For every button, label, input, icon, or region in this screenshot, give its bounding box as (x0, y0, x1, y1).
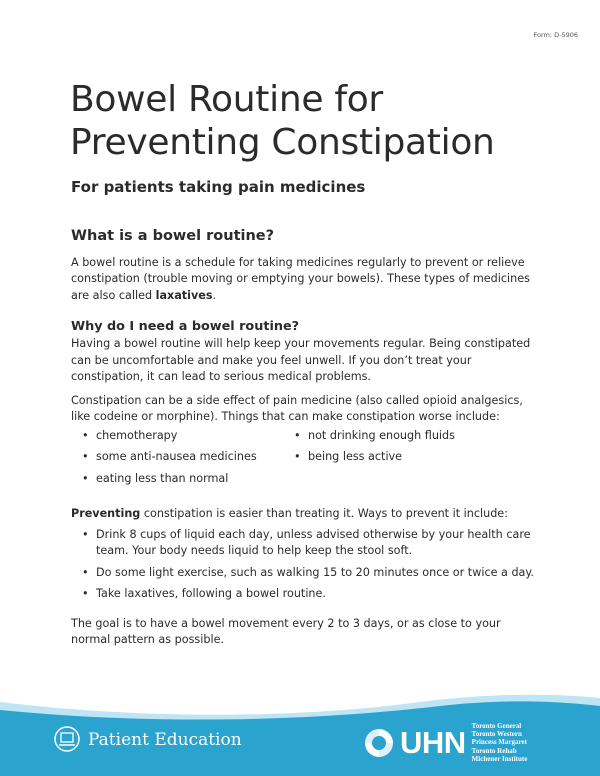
uhn-emblem-icon (362, 726, 396, 760)
section-why-para1: Having a bowel routine will help keep your movements regular. Being constipated can be uncomfortable and make you feel unwell. If you don’t treat your constipation, it can lead to serious medical problems. (71, 337, 531, 383)
uhn-wordmark: UHN (400, 724, 466, 760)
list-item: • eating less than normal (71, 471, 283, 488)
list-item: • Drink 8 cups of liquid each day, unless advised otherwise by your health care team. Your body needs liquid to help keep the stool soft. (71, 527, 541, 560)
section-heading-what: What is a bowel routine? (71, 228, 275, 244)
page-subtitle: For patients taking pain medicines (71, 178, 366, 196)
form-id: Form: D-5906 (533, 31, 578, 39)
patient-education-brand (54, 726, 242, 754)
patient-education-label: Patient Education (88, 730, 242, 750)
list-item: • being less active (283, 449, 455, 466)
section-what-text: A bowel routine is a schedule for taking medicines regularly to prevent or relieve constipation (trouble moving or emptying your bowels). These types of medicines are also called laxatives. (71, 255, 530, 302)
prevention-list (71, 527, 541, 603)
preventing-term: Preventing (71, 507, 141, 520)
page-title (70, 78, 495, 164)
patient-education-icon (54, 726, 80, 754)
title-line-1: Bowel Routine for (70, 79, 383, 120)
goal-text: The goal is to have a bowel movement every 2 to 3 days, or as close to your normal pattern as possible. (71, 616, 501, 646)
worsening-factors-list (71, 428, 541, 493)
list-item: • some anti-nausea medicines (71, 449, 283, 466)
list-item: • chemotherapy (71, 428, 283, 445)
list-item: • not drinking enough fluids (283, 428, 455, 445)
list-item: • Take laxatives, following a bowel routine. (71, 586, 541, 603)
title-line-2: Preventing Constipation (70, 122, 495, 163)
section-why-para2: Constipation can be a side effect of pain medicine (also called opioid analgesics, like codeine or morphine). Things that can make constipation worse include: (71, 393, 523, 423)
section-heading-why: Why do I need a bowel routine? (71, 319, 300, 334)
prevention-intro: Preventing constipation is easier than treating it. Ways to prevent it include: (71, 507, 508, 520)
uhn-logo (362, 722, 527, 763)
document-body (71, 228, 541, 649)
uhn-sites-list: Toronto General Toronto Western Princess Margaret Toronto Rehab Michener Institute (471, 722, 528, 763)
laxatives-term: laxatives (155, 288, 213, 302)
list-item: • Do some light exercise, such as walking 15 to 20 minutes once or twice a day. (71, 565, 541, 582)
